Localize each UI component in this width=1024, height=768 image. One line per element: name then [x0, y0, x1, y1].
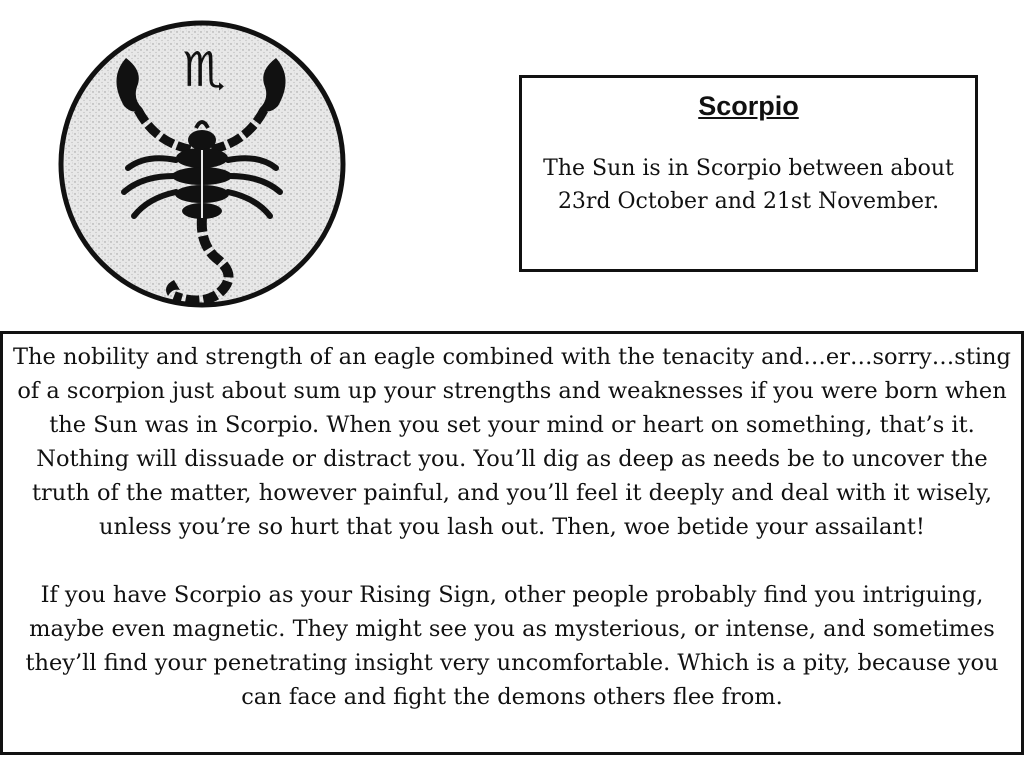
sun-sign-paragraph: The nobility and strength of an eagle combined with the tenacity and…er…sorry…sting of a scorpion just about sum up your strengths and weaknesses if you were born when the Sun was in Scorpio. When you set your mind or heart on something, that’s it. Nothing will dissuade or distract you. You’ll dig as deep as needs be to uncover the truth of the matter, however painful, and you’ll feel it deeply and deal with it wisely, unless you’re so hurt that you lash out. Then, woe betide your assailant!: [13, 344, 1011, 540]
scorpio-glyph: ♏: [182, 42, 226, 98]
page-title: Scorpio: [698, 91, 799, 121]
scorpion-icon: [56, 18, 348, 310]
description-box: [0, 331, 1024, 755]
scorpio-emblem: [56, 18, 348, 310]
sun-sign-info-box: [519, 75, 978, 272]
sun-dates-text: The Sun is in Scorpio between about 23rd October and 21st November.: [543, 156, 954, 214]
rising-sign-paragraph: If you have Scorpio as your Rising Sign, other people probably find you intriguing, maybe even magnetic. They might see you as mysterious, or intense, and sometimes they’ll find your penetrating insight very uncomfortable. Which is a pity, because you can face and fight the demons others flee from.: [25, 582, 999, 710]
